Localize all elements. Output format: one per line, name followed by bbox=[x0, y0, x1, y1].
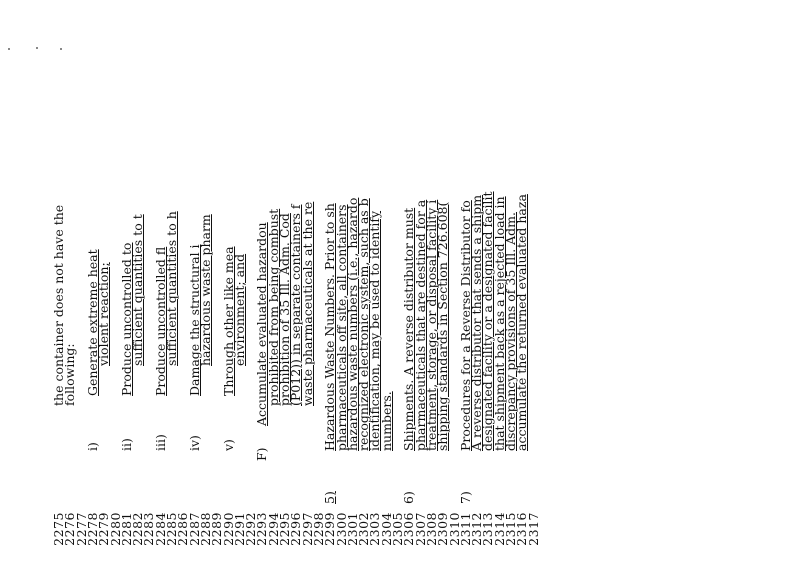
line-number: 2309 bbox=[435, 512, 451, 546]
line-number: 2315 bbox=[503, 512, 518, 546]
line-number: 2293 bbox=[254, 512, 270, 546]
line-text: numbers. bbox=[378, 391, 394, 451]
line-text: accumulate the returned evaluated haza bbox=[514, 194, 530, 451]
line-text: hazardous waste numbers (i.e., hazardo bbox=[344, 197, 360, 451]
line-text: Accumulate evaluated hazardou bbox=[254, 222, 270, 426]
line-text: waste pharmaceuticals at the re bbox=[299, 201, 315, 406]
list-marker: F) bbox=[254, 447, 270, 461]
line-text: identification, may be used to identify bbox=[367, 210, 383, 451]
line-number: 2300 bbox=[333, 512, 349, 546]
line-number: 2298 bbox=[310, 512, 326, 546]
line-number: 2303 bbox=[367, 512, 383, 546]
line-number: 2281 bbox=[118, 512, 134, 546]
line-number: 2286 bbox=[175, 512, 191, 546]
line-number: 2288 bbox=[197, 512, 213, 546]
line-text: sufficient quantities to h bbox=[164, 211, 179, 366]
line-text: violent reaction; bbox=[96, 262, 112, 366]
line-text: Produce uncontrolled fl bbox=[152, 246, 168, 396]
line-number: 2284 bbox=[152, 512, 168, 546]
list-marker: i) bbox=[84, 442, 100, 451]
line-number: 2312 bbox=[469, 512, 485, 546]
line-number: 2317 bbox=[525, 512, 541, 546]
list-marker: 5) bbox=[322, 491, 338, 504]
line-number: 2275 bbox=[51, 512, 66, 546]
line-number: 2278 bbox=[84, 512, 100, 546]
list-marker: iv) bbox=[186, 435, 202, 451]
line-text: treatment, storage, or disposal facility i bbox=[423, 199, 439, 451]
line-text: designated facility or a designated facilit bbox=[480, 191, 496, 451]
line-text: pharmaceuticals off site, all containers bbox=[333, 204, 349, 451]
list-marker: ii) bbox=[118, 438, 134, 451]
list-marker: iii) bbox=[152, 434, 168, 451]
line-number: 2301 bbox=[344, 512, 360, 546]
line-number: 2277 bbox=[73, 512, 89, 546]
line-number: 2306 bbox=[401, 512, 417, 546]
line-number: 2294 bbox=[265, 512, 281, 546]
line-number: 2307 bbox=[412, 512, 428, 546]
line-number: 2276 bbox=[62, 512, 78, 546]
line-number: 2290 bbox=[220, 512, 236, 546]
line-number: 2316 bbox=[514, 512, 530, 546]
line-text: Shipments. A reverse distributor must bbox=[401, 207, 417, 451]
line-text: (P012)) in separate containers f bbox=[288, 204, 304, 406]
document-line bbox=[527, 0, 541, 566]
line-number: 2305 bbox=[390, 512, 405, 546]
line-number: 2279 bbox=[96, 512, 112, 546]
line-number: 2291 bbox=[231, 512, 247, 546]
line-number: 2295 bbox=[277, 512, 292, 546]
line-text: Generate extreme heat bbox=[84, 249, 100, 396]
line-number: 2285 bbox=[164, 512, 179, 546]
line-text: the container does not have the bbox=[51, 204, 66, 406]
line-text: Procedures for a Reverse Distributor fo bbox=[457, 200, 473, 451]
line-text: Damage the structural i bbox=[186, 244, 202, 396]
line-number: 2282 bbox=[130, 512, 146, 546]
line-number: 2310 bbox=[446, 512, 462, 546]
line-text: that shipment back as a rejected load in bbox=[491, 196, 507, 451]
line-text: discrepancy provisions of 35 Ill. Adm. bbox=[503, 211, 518, 451]
line-text: Hazardous Waste Numbers. Prior to sh bbox=[322, 203, 338, 451]
line-text: shipping standards in Section 726.608( bbox=[435, 201, 451, 451]
line-text: Through other like mea bbox=[220, 246, 236, 396]
line-number: 2283 bbox=[141, 512, 157, 546]
line-number: 2280 bbox=[107, 512, 123, 546]
line-text: A reverse distributor that sends a shipm bbox=[469, 194, 485, 451]
line-number: 2296 bbox=[288, 512, 304, 546]
line-number: 2302 bbox=[356, 512, 372, 546]
list-marker: v) bbox=[220, 439, 236, 451]
line-text: following: bbox=[62, 343, 78, 406]
line-number: 2289 bbox=[209, 512, 225, 546]
line-text: sufficient quantities to t bbox=[130, 214, 146, 366]
line-text: prohibited from being combust bbox=[265, 208, 281, 406]
line-text: pharmaceuticals that are destined for a bbox=[412, 199, 428, 451]
line-number: 2314 bbox=[491, 512, 507, 546]
line-number: 2308 bbox=[423, 512, 439, 546]
line-number: 2297 bbox=[299, 512, 315, 546]
line-number: 2304 bbox=[378, 512, 394, 546]
line-text: recognized electronic system, such as b bbox=[356, 198, 372, 451]
line-text: environment; and bbox=[231, 253, 247, 366]
line-number: 2311 bbox=[457, 512, 473, 546]
list-marker: 6) bbox=[401, 491, 417, 504]
line-text: Produce uncontrolled to bbox=[118, 242, 134, 396]
line-number: 2313 bbox=[480, 512, 496, 546]
line-text: prohibition of 35 Ill. Adm. Cod bbox=[277, 213, 292, 406]
line-number: 2299 bbox=[322, 512, 338, 546]
line-text: hazardous waste pharm bbox=[197, 214, 213, 366]
line-number: 2292 bbox=[243, 512, 259, 546]
line-number: 2287 bbox=[186, 512, 202, 546]
list-marker: 7) bbox=[457, 491, 473, 504]
